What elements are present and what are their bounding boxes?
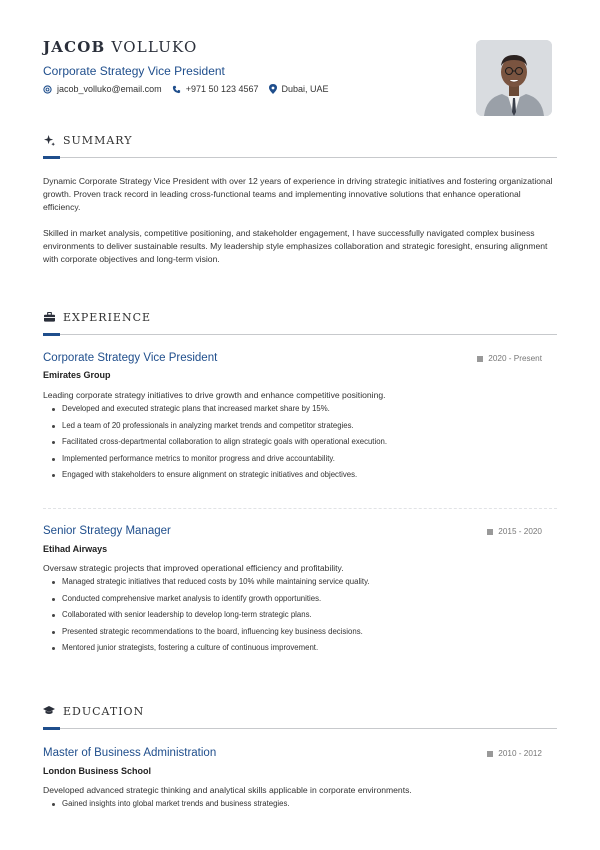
list-item (52, 642, 552, 659)
section-rule (43, 334, 557, 335)
contact-row (43, 84, 339, 94)
education-bullet-list (52, 798, 552, 815)
bullet-text: Collaborated with senior leadership to develop long-term strategic plans. (62, 610, 312, 620)
bullet-dot-icon (52, 441, 55, 444)
bullet-dot-icon (52, 408, 55, 411)
at-icon (43, 85, 52, 94)
section-rule (43, 157, 557, 158)
education-heading: EDUCATION (63, 704, 145, 718)
job-description: Oversaw strategic projects that improved operational efficiency and profitability. (43, 563, 344, 573)
experience-section-header (43, 309, 557, 335)
company-name: Etihad Airways (43, 544, 108, 554)
list-item (52, 436, 552, 453)
bullet-dot-icon (52, 598, 55, 601)
phone-contact[interactable] (172, 84, 259, 94)
phone-text: +971 50 123 4567 (185, 84, 259, 94)
bullet-dot-icon (52, 803, 55, 806)
list-item (52, 469, 552, 486)
list-item (52, 798, 552, 815)
bullet-text: Implemented performance metrics to monitor progress and drive accountability. (62, 453, 335, 463)
school-name: London Business School (43, 766, 152, 776)
job-description: Leading corporate strategy initiatives to drive growth and enhance competitive positioning. (43, 390, 386, 400)
bullet-dot-icon (52, 647, 55, 650)
bullet-dot-icon (52, 425, 55, 428)
list-item (52, 576, 552, 593)
job-divider (43, 508, 557, 509)
company-name: Emirates Group (43, 370, 111, 380)
phone-icon (172, 85, 181, 94)
last-name: VOLLUKO (111, 38, 198, 56)
section-rule-accent (43, 727, 60, 730)
list-item (52, 420, 552, 437)
bullet-text: Led a team of 20 professionals in analyzing market trends and competitor strategies. (62, 420, 354, 430)
location-text: Dubai, UAE (281, 84, 329, 94)
briefcase-icon (43, 311, 55, 323)
list-item (52, 403, 552, 420)
bullet-text: Developed and executed strategic plans that increased market share by 15%. (62, 404, 330, 413)
bullet-text: Presented strategic recommendations to the board, influencing key business decisions. (62, 626, 363, 636)
candidate-name (43, 38, 198, 56)
list-item (52, 626, 552, 643)
summary-heading: SUMMARY (63, 133, 133, 147)
summary-paragraph-2: Skilled in market analysis, competitive positioning, and stakeholder engagement, I have successfully navigated complex business environments to deliver sustainable results. My leadership style emphasizes collaboration and strategic foresight, ensuring alignment with corporate objectives and long-term vision. (43, 228, 548, 264)
graduation-cap-icon (43, 705, 55, 717)
profile-photo (476, 40, 552, 116)
first-name: JACOB (43, 38, 106, 56)
job-title: Corporate Strategy Vice President (43, 352, 218, 364)
experience-heading: EXPERIENCE (63, 310, 152, 324)
map-pin-icon (269, 84, 277, 94)
bullet-dot-icon (52, 631, 55, 634)
bullet-text: Gained insights into global market trends and business strategies. (62, 799, 290, 808)
list-item (52, 609, 552, 626)
sparkle-icon (43, 134, 55, 146)
job-headline: Corporate Strategy Vice President (43, 64, 225, 78)
calendar-icon (487, 529, 493, 535)
email-text: jacob_volluko@email.com (57, 84, 162, 94)
job-bullet-list (52, 403, 552, 486)
job-dates-text: 2020 - Present (488, 354, 542, 363)
education-section-header (43, 703, 557, 729)
bullet-text: Managed strategic initiatives that reduced costs by 10% while maintaining service quality. (62, 577, 370, 586)
bullet-text: Facilitated cross-departmental collaboration to align strategic goals with operational execution. (62, 437, 388, 447)
bullet-text: Mentored junior strategists, fostering a culture of continuous improvement. (62, 643, 319, 653)
location-contact (269, 84, 329, 94)
bullet-dot-icon (52, 614, 55, 617)
section-rule (43, 728, 557, 729)
job-dates (477, 354, 542, 363)
list-item (52, 593, 552, 610)
education-dates-text: 2010 - 2012 (498, 749, 542, 758)
section-rule-accent (43, 156, 60, 159)
calendar-icon (487, 751, 493, 757)
section-rule-accent (43, 333, 60, 336)
job-title: Senior Strategy Manager (43, 525, 171, 537)
summary-paragraph-1: Dynamic Corporate Strategy Vice President with over 12 years of experience in driving strategic initiatives and fostering organizational growth. Proven track record in leading cross-functional teams and implementing innovative solutions that enhance operational efficiency. (43, 176, 553, 212)
education-description: Developed advanced strategic thinking and analytical skills applicable in corporate environments. (43, 785, 412, 795)
job-dates-text: 2015 - 2020 (498, 527, 542, 536)
bullet-dot-icon (52, 474, 55, 477)
summary-section-header (43, 132, 557, 158)
email-contact[interactable] (43, 84, 162, 94)
bullet-dot-icon (52, 581, 55, 584)
job-dates (487, 527, 542, 536)
degree-title: Master of Business Administration (43, 747, 217, 759)
bullet-text: Engaged with stakeholders to ensure alignment on strategic initiatives and objectives. (62, 470, 358, 480)
person-portrait-icon (476, 40, 552, 116)
calendar-icon (477, 356, 483, 362)
education-dates (487, 749, 542, 758)
list-item (52, 453, 552, 470)
bullet-dot-icon (52, 458, 55, 461)
job-bullet-list (52, 576, 552, 659)
bullet-text: Conducted comprehensive market analysis to identify growth opportunities. (62, 593, 322, 603)
